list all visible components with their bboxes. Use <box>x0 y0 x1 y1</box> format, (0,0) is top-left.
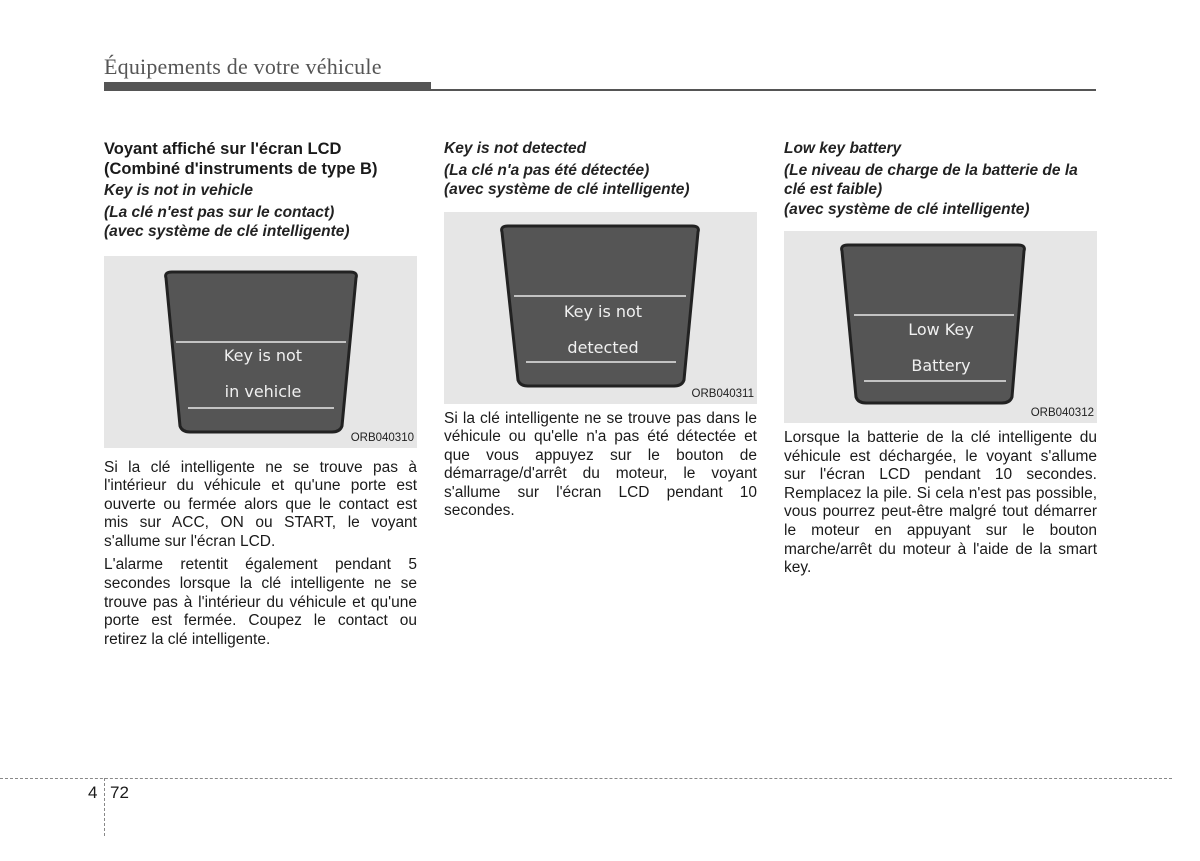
header-rule <box>104 89 1096 91</box>
column-key-not-in-vehicle <box>104 139 417 649</box>
lcd-figure <box>784 231 1097 423</box>
warning-translation: (La clé n'a pas été détectée) <box>444 161 650 179</box>
lcd-warning-illustration <box>444 212 757 404</box>
paragraph: Si la clé intelligente ne se trouve pas à l'intérieur du véhicule et qu'une porte est ouverte ou fermée alors que le contact est mis sur ACC, ON ou START, le voyant s'allume sur l'écran LCD. <box>104 458 417 550</box>
paragraph: Si la clé intelligente ne se trouve pas dans le véhicule ou qu'elle n'a pas été détectée et que vous appuyez sur le bouton de démarrage/d'arrêt du moteur, le voyant s'allume sur l'écran LCD pendant 10 secondes. <box>444 409 757 520</box>
warning-condition: (avec système de clé intelligente) <box>104 223 350 240</box>
figure-code: ORB040310 <box>350 431 414 444</box>
page-number: 72 <box>110 783 129 802</box>
lcd-warning-illustration <box>784 231 1097 423</box>
page-header-title: Équipements de votre véhicule <box>104 54 382 79</box>
section-heading: Voyant affiché sur l'écran LCD <box>104 140 342 158</box>
lcd-line-1: Key is not <box>223 345 303 365</box>
lcd-line-2: detected <box>567 337 639 357</box>
warning-name: Key is not in vehicle <box>104 182 254 199</box>
column-low-key-battery <box>784 139 1097 578</box>
warning-condition: (avec système de clé intelligente) <box>784 200 1030 218</box>
paragraph: L'alarme retentit également pendant 5 secondes lorsque la clé intelligente ne se trouve pas à l'intérieur du véhicule et qu'une porte est fermée. Coupez le contact ou retirez la clé intelligente. <box>104 556 417 648</box>
paragraph: Lorsque la batterie de la clé intelligente du véhicule est déchargée, le voyant s'allume sur l'écran LCD pendant 10 secondes. Remplacez la pile. Si cela n'est pas possible, vous pourrez peut-être malgré tout démarrer le moteur en appuyant sur le bouton marche/arrêt du moteur à l'aide de la smart key. <box>784 429 1097 577</box>
warning-name: Low key battery <box>784 140 902 157</box>
warning-translation: (Le niveau de charge de la batterie de la clé est faible) <box>784 161 1078 198</box>
figure-code: ORB040311 <box>691 387 754 400</box>
lcd-warning-illustration <box>104 256 417 448</box>
section-heading-sub: (Combiné d'instruments de type B) <box>104 160 378 178</box>
column-key-not-detected <box>444 139 757 521</box>
lcd-line-2: Battery <box>911 356 971 375</box>
warning-translation: (La clé n'est pas sur le contact) <box>104 203 335 221</box>
figure-code: ORB040312 <box>1030 407 1094 419</box>
warning-condition: (avec système de clé intelligente) <box>444 181 690 198</box>
lcd-figure <box>444 212 757 404</box>
lcd-figure <box>104 256 417 448</box>
footer-rule <box>0 778 1172 779</box>
lcd-line-2: in vehicle <box>224 381 302 401</box>
lcd-line-1: Low Key <box>908 320 974 339</box>
warning-name: Key is not detected <box>444 140 587 157</box>
footer-divider <box>104 778 105 836</box>
header-rule-thick <box>104 82 431 89</box>
lcd-line-1: Key is not <box>563 301 643 321</box>
chapter-number: 4 <box>88 783 98 802</box>
